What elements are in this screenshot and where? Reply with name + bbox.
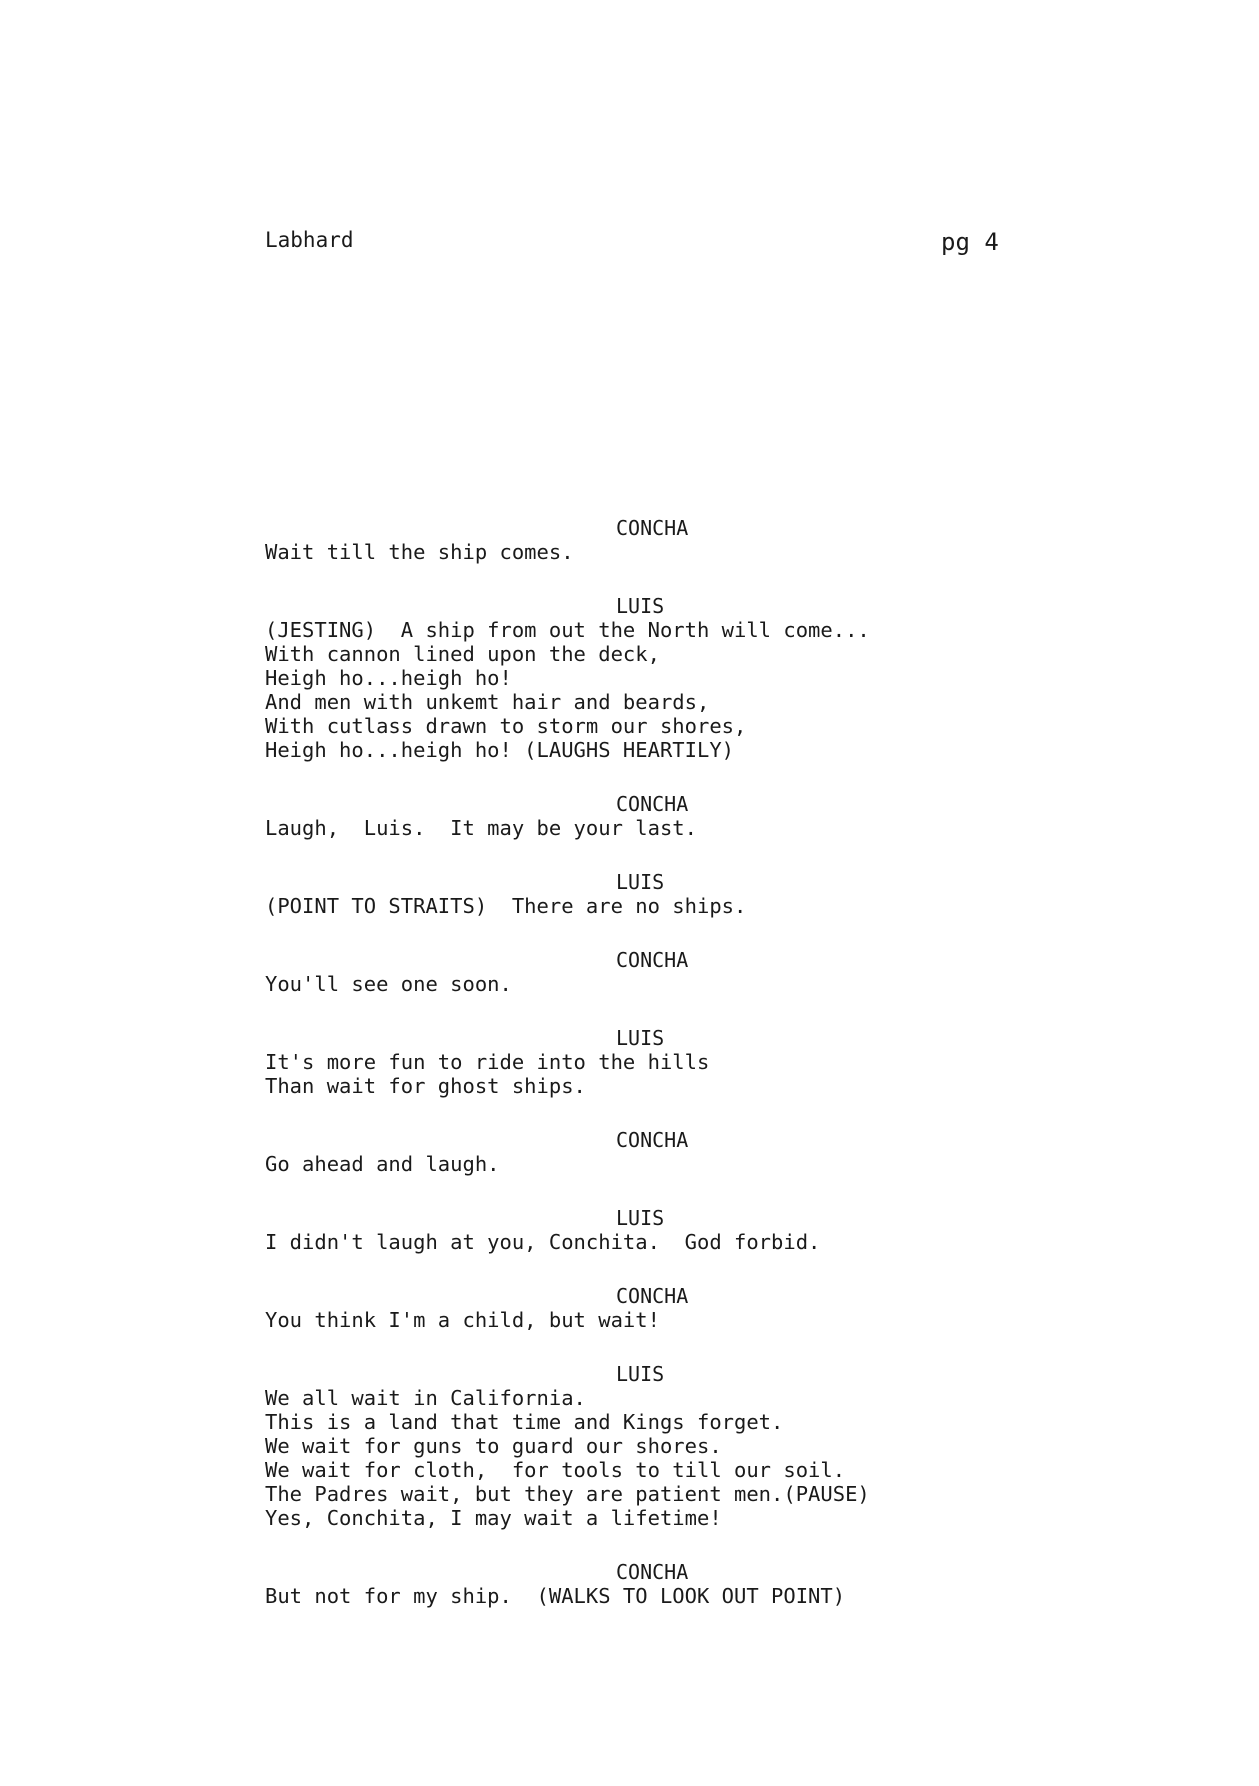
speaker-name: CONCHA [616, 516, 689, 540]
dialogue-line: (POINT TO STRAITS) There are no ships. [265, 894, 747, 918]
dialogue-line: It's more fun to ride into the hills [265, 1050, 710, 1074]
dialogue-line: The Padres wait, but they are patient men.(PAUSE) [265, 1482, 870, 1506]
speaker-name: CONCHA [616, 1284, 689, 1308]
dialogue-block [265, 948, 1025, 996]
speaker-name: LUIS [616, 1362, 665, 1386]
dialogue-line: You think I'm a child, but wait! [265, 1308, 660, 1332]
dialogue-block [265, 516, 1025, 564]
dialogue-block [265, 594, 1025, 762]
author-header: Labhard [265, 228, 354, 252]
dialogue-line: Go ahead and laugh. [265, 1152, 500, 1176]
dialogue-block [265, 870, 1025, 918]
dialogue-line: But not for my ship. (WALKS TO LOOK OUT POINT) [265, 1584, 846, 1608]
dialogue-line: With cannon lined upon the deck, [265, 642, 660, 666]
dialogue-line: (JESTING) A ship from out the North will come... [265, 618, 870, 642]
dialogue-line: This is a land that time and Kings forget. [265, 1410, 784, 1434]
speaker-name: CONCHA [616, 1128, 689, 1152]
speaker-name: LUIS [616, 1206, 665, 1230]
speaker-name: CONCHA [616, 1560, 689, 1584]
dialogue-line: Than wait for ghost ships. [265, 1074, 586, 1098]
speaker-name: LUIS [616, 1026, 665, 1050]
dialogue-block [265, 1284, 1025, 1332]
speaker-name: CONCHA [616, 948, 689, 972]
dialogue-block [265, 1128, 1025, 1176]
speaker-name: LUIS [616, 594, 665, 618]
dialogue-line: Laugh, Luis. It may be your last. [265, 816, 697, 840]
speaker-name: CONCHA [616, 792, 689, 816]
dialogue-line: Wait till the ship comes. [265, 540, 574, 564]
dialogue-body [265, 516, 1025, 1608]
dialogue-block [265, 1560, 1025, 1608]
dialogue-line: And men with unkemt hair and beards, [265, 690, 710, 714]
dialogue-block [265, 1362, 1025, 1530]
dialogue-line: Yes, Conchita, I may wait a lifetime! [265, 1506, 722, 1530]
dialogue-line: With cutlass drawn to storm our shores, [265, 714, 747, 738]
dialogue-block [265, 792, 1025, 840]
dialogue-line: We wait for guns to guard our shores. [265, 1434, 722, 1458]
dialogue-line: Heigh ho...heigh ho! [265, 666, 512, 690]
dialogue-line: We wait for cloth, for tools to till our soil. [265, 1458, 846, 1482]
dialogue-block [265, 1026, 1025, 1098]
dialogue-block [265, 1206, 1025, 1254]
dialogue-line: We all wait in California. [265, 1386, 586, 1410]
dialogue-line: Heigh ho...heigh ho! (LAUGHS HEARTILY) [265, 738, 734, 762]
page-number: pg 4 [941, 228, 999, 256]
dialogue-line: You'll see one soon. [265, 972, 512, 996]
speaker-name: LUIS [616, 870, 665, 894]
dialogue-line: I didn't laugh at you, Conchita. God forbid. [265, 1230, 821, 1254]
